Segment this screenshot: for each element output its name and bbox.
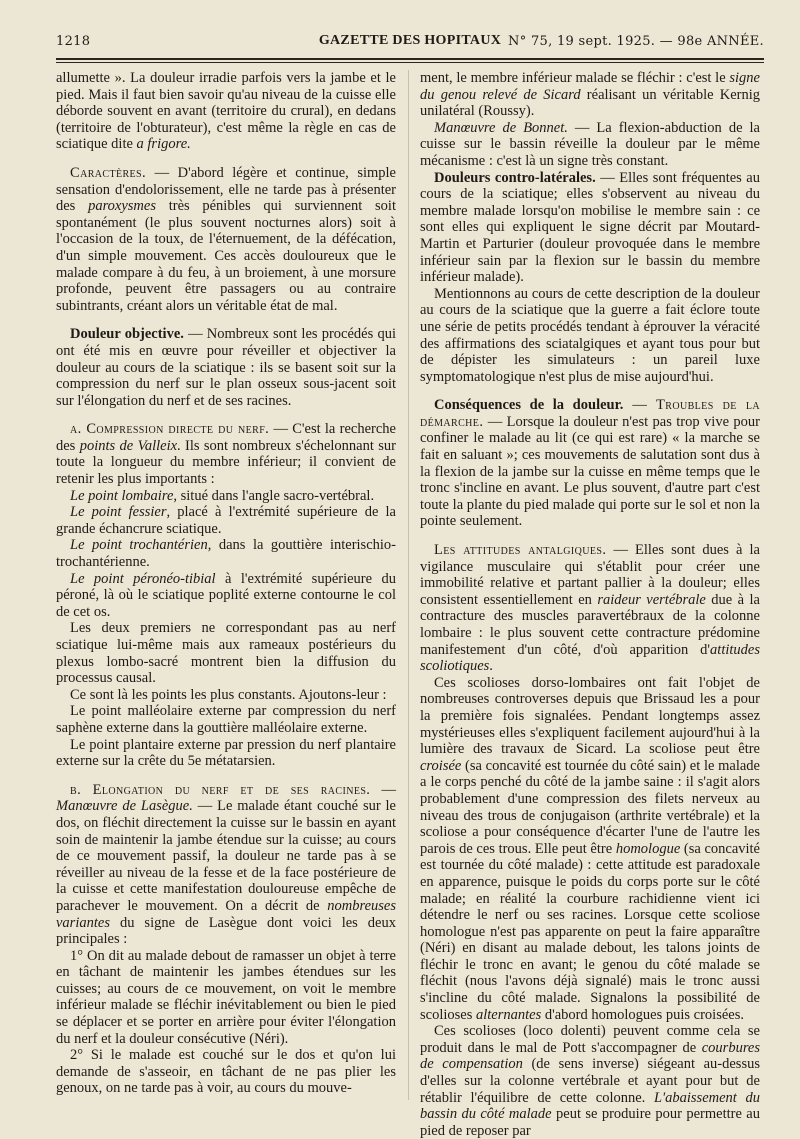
paragraph: Mentionnons au cours de cette description de la douleur au cours de la sciatique que la guerre a fait éclore toute une série de petits procédés tendant à éprouver la véracité des affirmations des sciatalgiques et ayant tous pour but de dépister les simulateurs : un pareil luxe symptomatologique n'est plus de mise aujourd'hui. (420, 285, 760, 385)
paragraph: Les deux premiers ne correspondant pas au nerf sciatique lui-même mais aux rameaux postérieurs du plexus lombo-sacré montrent bien la diffusion du processus causal. (56, 620, 396, 687)
issue-date: N° 75, 19 sept. 1925. — 98e ANNÉE. (508, 34, 764, 49)
paragraph-contro-laterales: Douleurs contro-latérales. — Elles sont fréquentes au cours de la sciatique; elles s'observent au niveau du membre malade lorsqu'on mobilise le membre sain : ce sont elles qui expliquent le signe décrit par Moutard-Martin et Parturier (douleur provoquée dans le membre inférieur sain par la flexion sur le bassin du membre inférieur malade). (420, 169, 760, 286)
running-header (56, 32, 764, 54)
paragraph-bonnet: Manœuvre de Bonnet. — La flexion-abduction de la cuisse sur le bassin réveille la douleur par le même mécanisme : c'est là un signe très constant. (420, 119, 760, 169)
paragraph: Le point malléolaire externe par compression du nerf saphène externe dans la gouttière malléolaire externe. (56, 703, 396, 736)
right-column (420, 70, 760, 1139)
paragraph-attitudes: Les attitudes antalgiques. — Elles sont dues à la vigilance musculaire qui s'établit pour créer une immobilité relative et partant pallier à la douleur; elles consistent essentiellement en raideur vertébrale due à la contracture des muscles paravertébraux de la colonne lombaire : le plus souvent cette contracture prédomine manifestement d'un côté, d'où apparition d'attitudes scoliotiques. (420, 542, 760, 675)
paragraph-elongation: b. Elongation du nerf et de ses racines. — Manœuvre de Lasègue. — Le malade étant couché sur le dos, on fléchit directement la cuisse sur le bassin en ayant soin de maintenir la jambe étendue sur la cuisse; au cours de ce mouvement passif, la douleur ne tarde pas à se réveiller au niveau de la fesse et de la face postérieure de la cuisse et cette manifestation douloureuse empêche de parachever le mouvement. On a décrit de nombreuses variantes du signe de Lasègue dont voici les deux principales : (56, 781, 396, 948)
paragraph-caracteres: Caractères. — D'abord légère et continue, simple sensation d'endolorissement, elle ne tarde pas à présenter des paroxysmes très pénibles qui surviennent soit spontanément (le plus souvent nocturnes alors) soit à l'occasion de la toux, de l'éternuement, de la défécation, d'un simple mouvement. Ces accès douloureux que le malade compare à du feu, à un broiement, à une morsure profonde, peuvent être passagers ou au contraire subintrants, créant alors un véritable état de mal. (56, 164, 396, 314)
paragraph-scolioses: Ces scolioses dorso-lombaires ont fait l'objet de nombreuses controverses depuis que Brissaud les a pour la première fois signalées. Pendant longtemps assez mystérieuses elles s'expliquent facilement aujourd'hui à la lumière des travaux de Sicard. La scoliose peut être croisée (sa concavité est tournée du côté sain) et le malade a le corps penché du côté de la jambe saine : il s'agit alors probablement d'une compression des filets nerveux au niveau des trous de conjugaison (arthrite vertébrale) et la scoliose a pour conséquence d'écarter l'une de l'autre les parois de ces trous. Elle peut être homologue (sa concavité est tournée du côté malade) : cette attitude est paradoxale en apparence, puisque le poids du corps porte sur le côté malade; en réalité la courbure rachidienne vient ici détendre le nerf ou ses racines. Lorsque cette scoliose homologue n'est pas apparente on peut la faire apparaître (Néri) en disant au malade debout, les talons joints de fléchir le tronc en avant; le genou du côté malade se fléchit (nous l'avons déjà signalé) mais le tronc aussi s'incline du côté malade. Signalons la possibilité de scolioses alternantes d'abord homologues puis croisées. (420, 674, 760, 1023)
paragraph: Le point plantaire externe par pression du nerf plantaire externe sur la crête du 5e métatarsien. (56, 736, 396, 770)
paragraph-loco-dolenti: Ces scolioses (loco dolenti) peuvent comme cela se produit dans le mal de Pott s'accompagner de courbures de compensation (de sens inverse) siégeant au-dessus d'elles sur la colonne vertébrale et ayant pour but de rétablir l'équilibre de cette colonne. L'abaissement du bassin du côté malade peut se produire pour permettre au pied de reposer par (420, 1023, 760, 1139)
paragraph-compression: a. Compression directe du nerf. — C'est la recherche des points de Valleix. Ils sont nombreux s'échelonnant sur toute la longueur du membre inférieur; il convient de retenir les plus importants : (56, 421, 396, 488)
paragraph-point-peroneo: Le point péronéo-tibial à l'extrémité supérieure du péroné, là où le sciatique poplité externe contourne le col de cet os. (56, 570, 396, 620)
paragraph-point-trochanterien: Le point trochantérien, dans la gouttière interischio-trochantérienne. (56, 537, 396, 571)
paragraph: allumette ». La douleur irradie parfois vers la jambe et le pied. Mais il faut bien savoir qu'au niveau de la cuisse elle déborde souvent en avant (territoire du crural), en dedans (territoire de l'obturateur), c'est même la règle en cas de sciatique dite a frigore. (56, 70, 396, 153)
header-rule-thin (56, 62, 764, 63)
page-number: 1218 (56, 34, 91, 49)
paragraph: ment, le membre inférieur malade se fléchir : c'est le signe du genou relevé de Sicard réalisant un véritable Kernig unilatéral (Roussy). (420, 70, 760, 120)
paragraph: 2° Si le malade est couché sur le dos et qu'on lui demande de s'asseoir, en tâchant de ne pas plier les genoux, on ne tarde pas à voir, au cours du mouve- (56, 1047, 396, 1097)
column-divider (408, 70, 409, 1100)
paragraph: Ce sont là les points les plus constants. Ajoutons-leur : (70, 686, 387, 703)
paragraph-douleur-objective: Douleur objective. — Nombreux sont les procédés qui ont été mis en œuvre pour réveiller et objectiver la douleur au cours de la sciatique : ils se basent soit sur la compression du nerf sur le plan osseux sous-jacent soit sur l'élongation du nerf et de ses racines. (56, 326, 396, 409)
paragraph: 1° On dit au malade debout de ramasser un objet à terre en tâchant de maintenir les jambes étendues sur les cuisses; au cours de ce mouvement, on voit le membre inférieur malade se fléchir inévitablement ou bien le pied se déplacer et se porter en arrière pour éviter l'élongation du nerf et la douleur consécutive (Néri). (56, 947, 396, 1047)
header-rule-thick (56, 58, 764, 60)
paragraph-point-fessier: Le point fessier, placé à l'extrémité supérieure de la grande échancrure sciatique. (56, 504, 396, 537)
paragraph-consequences: Conséquences de la douleur. — Troubles de la démarche. — Lorsque la douleur n'est pas trop vive pour confiner le malade au lit (ce qui est rare) « la marche se fait en saluant »; ces mouvements de salutation sont dus à la flexion de la jambe sur la cuisse en même temps que le tronc s'incline en avant. Le plus souvent, d'autre part c'est toute la plante du pied malade qui porte sur le sol et non la pointe seulement. (420, 397, 760, 530)
journal-title: GAZETTE DES HOPITAUX (318, 33, 502, 48)
paragraph-point-lombaire: Le point lombaire, situé dans l'angle sacro-vertébral. (70, 487, 375, 504)
left-column (56, 70, 396, 1097)
